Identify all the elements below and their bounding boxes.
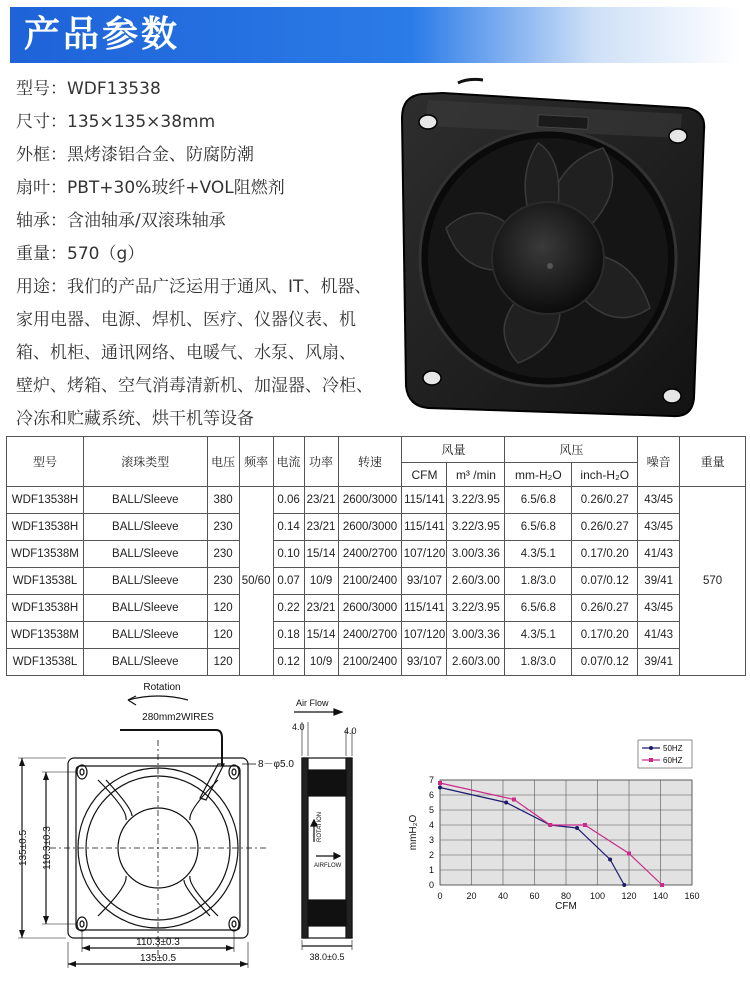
cell-mmh2o: 4.3/5.1 [505,541,572,568]
th-pressure: 风压 [505,437,638,463]
data-point [438,781,442,785]
cell-m3min: 3.22/3.95 [447,514,505,541]
rotation-label: Rotation [143,682,181,693]
cell-model: WDF13538M [7,622,84,649]
y-tick-label: 4 [428,820,434,830]
spec-value: 含油轴承/双滚珠轴承 [67,211,226,231]
airflow-mark-label: AIRFLOW [314,863,342,869]
y-tick-label: 5 [428,805,434,815]
cell-speed: 2100/2400 [338,568,402,595]
cell-voltage: 230 [207,514,239,541]
cell-cfm: 115/141 [402,595,447,622]
spec-label: 尺寸： [16,112,67,132]
width-inner-label: 110.3±0.3 [136,937,180,948]
cell-noise: 43/45 [638,487,680,514]
x-axis-label: CFM [555,901,577,912]
cell-noise: 39/41 [638,568,680,595]
x-tick-label: 0 [437,891,443,901]
table-row [7,568,746,595]
table-row [7,649,746,676]
cell-noise: 43/45 [638,514,680,541]
legend-label: 60HZ [663,756,683,765]
table-row [7,514,746,541]
cell-speed: 2600/3000 [338,487,402,514]
cell-current: 0.14 [273,514,304,541]
th-m3min: m³ /min [447,463,505,487]
spec-label: 外框： [16,145,67,165]
data-point [622,883,626,887]
data-point [627,852,631,856]
cell-voltage: 230 [207,568,239,595]
data-point [438,786,442,790]
cell-mmh2o: 6.5/6.8 [505,487,572,514]
fan-product-image [388,78,728,428]
spec-table [6,436,746,676]
cell-power: 23/21 [304,595,338,622]
spec-label: 用途： [16,277,67,297]
spec-value: 我们的产品广泛运用于通风、IT、机器、 [67,277,372,297]
cell-m3min: 2.60/3.00 [447,649,505,676]
page-title: 产品参数 [24,14,181,55]
cell-m3min: 3.22/3.95 [447,595,505,622]
usage-line: 箱、机柜、通讯网络、电暖气、水泵、风扇、 [16,343,356,363]
cell-inchh2o: 0.17/0.20 [572,541,638,568]
th-noise: 噪音 [638,437,680,487]
cell-bearing: BALL/Sleeve [83,514,207,541]
header-banner [10,7,740,63]
table-row [7,541,746,568]
x-tick-label: 120 [621,891,637,901]
cell-cfm: 115/141 [402,487,447,514]
usage-line: 冷冻和贮藏系统、烘干机等设备 [16,409,254,429]
data-point [608,858,612,862]
dim-left-label: 4.0 [292,722,305,732]
wires-label: 280mm2WIRES [142,712,214,723]
x-tick-label: 60 [529,891,540,901]
spec-frame [16,144,254,166]
cell-model: WDF13538L [7,649,84,676]
spec-value: 黑烤漆铝合金、防腐防潮 [67,145,254,165]
th-airflow: 风量 [402,437,505,463]
data-point [583,823,587,827]
cell-m3min: 3.22/3.95 [447,487,505,514]
x-tick-label: 140 [652,891,669,901]
spec-bearing [16,210,226,232]
table-row [7,622,746,649]
data-point [548,823,552,827]
cell-inchh2o: 0.26/0.27 [572,487,638,514]
cell-voltage: 120 [207,649,239,676]
data-point [575,826,579,830]
front-dimension-drawing [10,680,294,980]
cell-voltage: 120 [207,595,239,622]
th-voltage: 电压 [207,437,239,487]
x-tick-label: 80 [560,891,572,901]
th-mmh2o: mm-H₂O [505,463,572,487]
cell-noise: 41/43 [638,541,680,568]
y-tick-label: 3 [428,835,434,845]
spec-value: 135×135×38mm [67,112,216,132]
cell-current: 0.22 [273,595,304,622]
th-speed: 转速 [338,437,402,487]
cell-inchh2o: 0.26/0.27 [572,514,638,541]
cell-current: 0.18 [273,622,304,649]
cell-mmh2o: 1.8/3.0 [505,568,572,595]
cell-bearing: BALL/Sleeve [83,595,207,622]
spec-value: 570（g） [67,244,145,264]
cell-bearing: BALL/Sleeve [83,487,207,514]
cell-power: 23/21 [304,514,338,541]
cell-noise: 41/43 [638,622,680,649]
y-axis-label: mmH₂O [408,814,419,851]
cell-inchh2o: 0.07/0.12 [572,568,638,595]
cell-m3min: 2.60/3.00 [447,568,505,595]
height-inner-label: 110.3±0.3 [42,826,53,870]
cell-voltage: 230 [207,541,239,568]
spec-model [16,78,161,100]
spec-usage [16,276,371,298]
legend-marker [649,746,653,750]
performance-chart [408,736,708,918]
cell-m3min: 3.00/3.36 [447,622,505,649]
depth-label: 38.0±0.5 [309,952,345,962]
rotation-mark-label: ROTATION [317,811,323,842]
height-outer-label: 135±0.5 [18,829,29,867]
th-frequency: 频率 [239,437,273,487]
usage-line: 家用电器、电源、焊机、医疗、仪器仪表、机 [16,310,356,330]
cell-cfm: 93/107 [402,649,447,676]
th-bearing: 滚珠类型 [83,437,207,487]
usage-line: 壁炉、烤箱、空气消毒清新机、加湿器、冷柜、 [16,376,373,396]
spec-label: 扇叶： [16,178,67,198]
cell-bearing: BALL/Sleeve [83,649,207,676]
cell-mmh2o: 6.5/6.8 [505,595,572,622]
spec-value: WDF13538 [67,79,161,99]
cell-current: 0.10 [273,541,304,568]
cell-cfm: 115/141 [402,514,447,541]
y-tick-label: 1 [428,865,434,875]
cell-inchh2o: 0.17/0.20 [572,622,638,649]
cell-power: 15/14 [304,622,338,649]
x-tick-label: 100 [589,891,606,901]
table-row [7,595,746,622]
cell-frequency: 50/60 [239,487,273,676]
th-power: 功率 [304,437,338,487]
side-dimension-drawing [288,692,368,962]
cell-mmh2o: 6.5/6.8 [505,514,572,541]
th-model: 型号 [7,437,84,487]
spec-label: 重量： [16,244,67,264]
legend-label: 50HZ [663,744,683,753]
spec-value: PBT+30%玻纤+VOL阻燃剂 [67,178,285,198]
cell-model: WDF13538H [7,514,84,541]
spec-label: 型号： [16,79,67,99]
cell-current: 0.06 [273,487,304,514]
cell-voltage: 380 [207,487,239,514]
chart-legend [638,740,692,768]
table-row [7,487,746,514]
spec-weight [16,243,144,265]
cell-inchh2o: 0.07/0.12 [572,649,638,676]
data-point [512,798,516,802]
cell-speed: 2600/3000 [338,595,402,622]
width-outer-label: 135±0.5 [139,953,177,964]
x-tick-label: 160 [684,891,700,901]
cell-cfm: 107/120 [402,541,447,568]
cell-current: 0.07 [273,568,304,595]
cell-speed: 2100/2400 [338,649,402,676]
cell-noise: 43/45 [638,595,680,622]
cell-mmh2o: 1.8/3.0 [505,649,572,676]
dim-right-label: 4.0 [344,726,357,736]
data-point [504,801,508,805]
cell-mmh2o: 4.3/5.1 [505,622,572,649]
th-current: 电流 [273,437,304,487]
cell-model: WDF13538H [7,487,84,514]
cell-speed: 2400/2700 [338,541,402,568]
th-weight: 重量 [680,437,746,487]
cell-power: 10/9 [304,649,338,676]
cell-speed: 2600/3000 [338,514,402,541]
y-tick-label: 2 [428,850,434,860]
cell-inchh2o: 0.26/0.27 [572,595,638,622]
cell-current: 0.12 [273,649,304,676]
cell-bearing: BALL/Sleeve [83,568,207,595]
y-tick-label: 6 [428,790,434,800]
cell-bearing: BALL/Sleeve [83,622,207,649]
x-tick-label: 40 [497,891,509,901]
cell-model: WDF13538M [7,541,84,568]
y-tick-label: 0 [428,880,434,890]
x-tick-label: 20 [466,891,477,901]
spec-label: 轴承： [16,211,67,231]
cell-model: WDF13538H [7,595,84,622]
cell-m3min: 3.00/3.36 [447,541,505,568]
th-cfm: CFM [402,463,447,487]
cell-speed: 2400/2700 [338,622,402,649]
cell-voltage: 120 [207,622,239,649]
spec-size [16,111,215,133]
legend-marker [649,758,653,762]
cell-noise: 39/41 [638,649,680,676]
cell-cfm: 93/107 [402,568,447,595]
cell-model: WDF13538L [7,568,84,595]
holes-label: 8－φ5.0 [258,759,294,770]
cell-cfm: 107/120 [402,622,447,649]
cell-power: 23/21 [304,487,338,514]
cell-bearing: BALL/Sleeve [83,541,207,568]
th-inchh2o: inch-H₂O [572,463,638,487]
data-point [660,883,664,887]
cell-power: 15/14 [304,541,338,568]
spec-blade [16,177,285,199]
cell-power: 10/9 [304,568,338,595]
y-tick-label: 7 [428,775,434,785]
cell-weight: 570 [680,487,746,676]
airflow-label: Air Flow [296,698,329,708]
